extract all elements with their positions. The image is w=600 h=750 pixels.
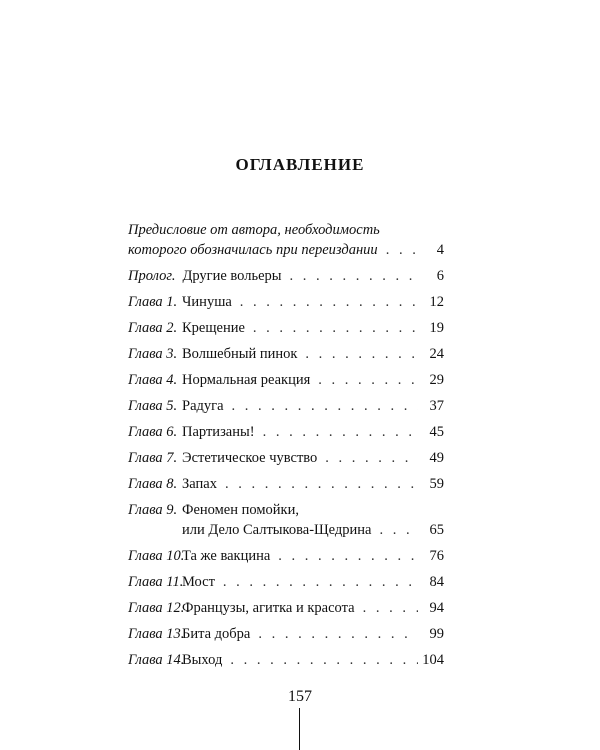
toc-entry-line <box>128 220 444 240</box>
toc-entry-title: Та же вакцина <box>182 548 271 564</box>
toc-entry-title: Французы, агитка и красота <box>182 600 355 616</box>
toc-entry-chapter <box>128 572 444 592</box>
leader-dots <box>263 422 418 442</box>
toc-entry-label: Глава 13. <box>128 626 185 642</box>
toc-entry-line <box>128 500 444 520</box>
toc-entry-label: Глава 14. <box>128 652 185 668</box>
toc-entry-title: Партизаны! <box>182 424 255 440</box>
toc-entry-line <box>128 240 444 260</box>
toc-page-number: 19 <box>429 320 444 336</box>
leader-dots <box>386 240 418 260</box>
toc-page-number: 84 <box>429 574 444 590</box>
toc-entry-chapter <box>128 448 444 468</box>
toc-entry-title: которого обозначилась при переиздании <box>128 242 378 258</box>
toc-page-number: 49 <box>429 450 444 466</box>
toc-entry-chapter <box>128 500 444 540</box>
toc-entry-line <box>128 520 444 540</box>
toc-page-number: 12 <box>429 294 444 310</box>
toc-page-number: 4 <box>436 242 444 258</box>
toc-entry-label: Глава 12. <box>128 600 185 616</box>
toc-entry-title: Феномен помойки, <box>182 502 299 518</box>
toc-entry-preface <box>128 220 444 260</box>
toc-entry-line <box>128 344 444 364</box>
toc-entry-chapter <box>128 370 444 390</box>
toc-page-number: 29 <box>429 372 444 388</box>
toc-entry-chapter <box>128 422 444 442</box>
toc-entry-prologue <box>128 266 444 286</box>
folio-rule <box>299 708 300 750</box>
toc-page-number: 99 <box>429 626 444 642</box>
toc-entry-title: Чинуша <box>182 294 232 310</box>
leader-dots <box>258 624 418 644</box>
toc-entry-line <box>128 318 444 338</box>
toc-entry-label: Глава 5. <box>128 398 178 414</box>
toc-entry-title: Эстетическое чувство <box>182 450 318 466</box>
toc-entry-label: Глава 6. <box>128 424 178 440</box>
toc-entry-label: Глава 9. <box>128 502 178 518</box>
toc-entry-chapter <box>128 474 444 494</box>
toc-entry-line <box>128 598 444 618</box>
toc-page-number: 24 <box>429 346 444 362</box>
toc-page-number: 59 <box>429 476 444 492</box>
toc-page-number: 76 <box>429 548 444 564</box>
toc-entry-label: Глава 11. <box>128 574 184 590</box>
toc-entry-label: Глава 4. <box>128 372 178 388</box>
leader-dots <box>305 344 418 364</box>
toc-page-number: 45 <box>429 424 444 440</box>
toc-entry-title: Мост <box>182 574 215 590</box>
toc-entry-chapter <box>128 396 444 416</box>
toc-entry-label: Глава 2. <box>128 320 178 336</box>
toc-entry-line <box>128 572 444 592</box>
leader-dots <box>240 292 418 312</box>
leader-dots <box>363 598 418 618</box>
leader-dots <box>232 396 418 416</box>
toc-entry-label: Пролог. <box>128 268 176 284</box>
leader-dots <box>230 650 418 670</box>
toc-entry-chapter <box>128 650 444 670</box>
toc-entry-line <box>128 650 444 670</box>
leader-dots <box>225 474 418 494</box>
toc-page-number: 37 <box>429 398 444 414</box>
toc-entry-label: Глава 10. <box>128 548 185 564</box>
toc-entry-chapter <box>128 344 444 364</box>
toc-entry-title: Радуга <box>182 398 224 414</box>
toc-entry-title: Предисловие от автора, необходимость <box>128 222 380 238</box>
toc-entry-line <box>128 422 444 442</box>
toc-entry-label: Глава 8. <box>128 476 178 492</box>
toc-entry-chapter <box>128 318 444 338</box>
toc-entry-title: Нормальная реакция <box>182 372 311 388</box>
page-number-folio: 157 <box>288 688 312 705</box>
toc-page-number: 104 <box>422 652 444 668</box>
toc-entry-line <box>128 292 444 312</box>
toc-entry-title: Волшебный пинок <box>182 346 298 362</box>
toc-page-number: 6 <box>436 268 444 284</box>
leader-dots <box>278 546 418 566</box>
toc-page-number: 65 <box>429 522 444 538</box>
toc-entry-label: Глава 7. <box>128 450 178 466</box>
toc-entry-line <box>128 266 444 286</box>
leader-dots <box>325 448 418 468</box>
toc-entry-chapter <box>128 624 444 644</box>
toc-entry-line <box>128 448 444 468</box>
toc-entry-title: Запах <box>182 476 217 492</box>
toc-entry-title: Бита добра <box>182 626 251 642</box>
leader-dots <box>318 370 418 390</box>
toc-entry-label: Глава 1. <box>128 294 178 310</box>
toc-entry-title: или Дело Салтыкова-Щедрина <box>182 522 372 538</box>
toc-entry-line <box>128 546 444 566</box>
toc-entry-chapter <box>128 598 444 618</box>
toc-heading: ОГЛАВЛЕНИЕ <box>235 155 365 174</box>
toc-entry-title: Выход <box>182 652 223 668</box>
toc-entry-title: Крещение <box>182 320 245 336</box>
toc-entry-chapter <box>128 292 444 312</box>
leader-dots <box>253 318 418 338</box>
toc-page-number: 94 <box>429 600 444 616</box>
leader-dots <box>290 266 418 286</box>
toc-entry-line <box>128 396 444 416</box>
toc-entry-line <box>128 624 444 644</box>
toc-entry-line <box>128 474 444 494</box>
leader-dots <box>223 572 418 592</box>
table-of-contents <box>128 220 444 676</box>
leader-dots <box>379 520 418 540</box>
toc-entry-line <box>128 370 444 390</box>
toc-entry-title: Другие вольеры <box>182 268 282 284</box>
toc-entry-chapter <box>128 546 444 566</box>
toc-entry-label: Глава 3. <box>128 346 178 362</box>
